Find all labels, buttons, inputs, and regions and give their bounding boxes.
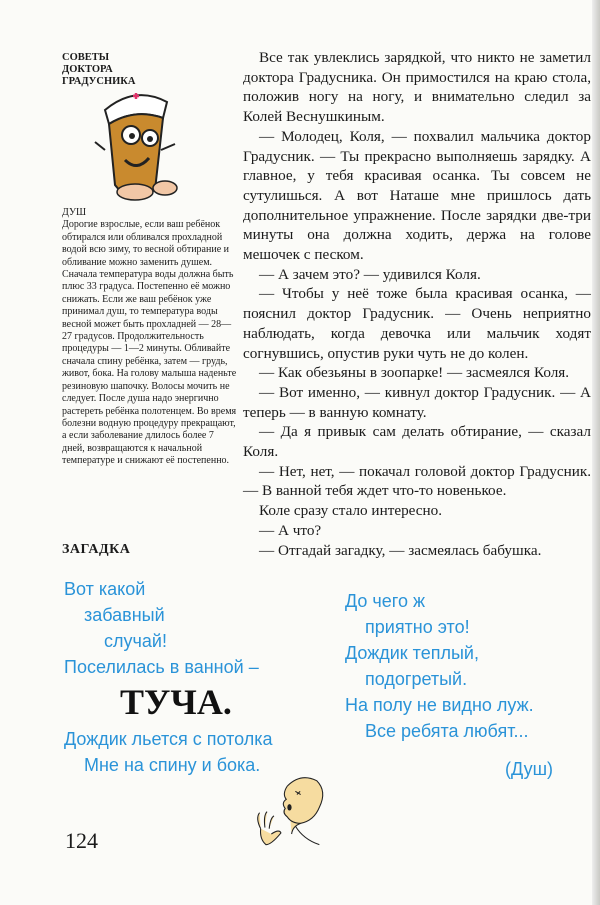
- riddle-line: подогретый.: [365, 669, 468, 689]
- sidebar-body: Дорогие взрослые, если ваш ребёнок обтирался или обливался прохладной водой всю зиму, то весной обтирание и обливание можно заменить душем. Сначала температура воды должна быть плюс 33 градуса. Постепенно её можно снижать. Если же ваш ребёнок уже принимал душ, то температура воды весной может быть прохладней — 28—27 градусов. Продолжительность процедуры — 1—2 минуты. Обливайте сначала спину ребёнка, затем — грудь, живот, бока. На голову малыша наденьте резиновую шапочку. Волосы мочить не следует. После душа надо энергично растереть ребёнка полотенцем. Во время болезни водную процедуру прекращают, а если заболевание длилось более 7 дней, возвращаются к начальной температуре и снижают её постепенно.: [62, 219, 237, 467]
- paragraph: — Да я привык сам делать обтирание, — сказал Коля.: [243, 423, 591, 461]
- sidebar-title-line: ГРАДУСНИКА: [62, 76, 136, 87]
- paragraph: Коле сразу стало интересно.: [259, 502, 443, 520]
- story-text: [243, 48, 591, 560]
- riddle-line: Поселилась в ванной –: [64, 657, 259, 677]
- paragraph: — Вот именно, — кивнул доктор Градусник. — А теперь — в ванную комнату.: [243, 383, 591, 421]
- sidebar-advice: [62, 207, 237, 468]
- riddle-line: Мне на спину и бока.: [84, 755, 261, 775]
- riddle-line: Вот какой: [64, 579, 146, 599]
- surprised-face-illustration: [250, 770, 330, 850]
- paragraph: — Как обезьяны в зоопарке! — засмеялся Коля.: [259, 364, 570, 382]
- paragraph: — Нет, нет, — покачал головой доктор Градусник. — В ванной тебя ждет что-то новенькое.: [243, 462, 591, 500]
- page-edge: [592, 0, 600, 905]
- paragraph: — А что?: [259, 521, 322, 539]
- paragraph: — А зачем это? — удивился Коля.: [259, 265, 481, 283]
- sidebar-title-line: СОВЕТЫ: [62, 52, 110, 63]
- riddle-title: ЗАГАДКА: [62, 542, 131, 557]
- page-number: 124: [65, 828, 98, 853]
- riddle-line: приятно это!: [365, 617, 470, 637]
- riddle-line: Дождик льется с потолка: [64, 729, 273, 749]
- riddle-line: случай!: [104, 631, 167, 651]
- riddle-line: До чего ж: [345, 591, 426, 611]
- doctor-thermometer-illustration: [75, 80, 195, 205]
- paragraph: — Молодец, Коля, — похвалил мальчика доктор Градусник. — Ты прекрасно выполняешь зарядку. А главное, у тебя красивая осанка. Ты совсем не сутулишься. А вот Наташе мне пришлось дать дополнительное упражнение. После зарядки две-три минуты она должна ходить, держа на голове мешочек с песком.: [243, 127, 591, 264]
- sidebar-title-line: ДОКТОРА: [62, 64, 113, 75]
- sidebar-section-heading: ДУШ: [62, 207, 87, 218]
- riddle-line: На полу не видно луж.: [345, 695, 534, 715]
- riddle-line: Дождик теплый,: [345, 643, 479, 663]
- riddle-line: Все ребята любят...: [365, 721, 529, 741]
- paragraph: Все так увлеклись зарядкой, что никто не заметил доктора Градусника. Он примостился на краю стола, положив ногу на ногу, и внимательно следил за Колей Веснушкиным.: [243, 49, 591, 126]
- paragraph: — Отгадай загадку, — засмеялась бабушка.: [259, 541, 542, 559]
- riddle-highlight-word: ТУЧА.: [120, 682, 232, 722]
- riddle-line: забавный: [84, 605, 165, 625]
- riddle-answer: (Душ): [505, 759, 554, 779]
- paragraph: — Чтобы у неё тоже была красивая осанка, — пояснил доктор Градусник. — Очень неприятно наблюдать, когда девочка или мальчик ходят согнувшись, опустив руки чуть не до колен.: [243, 285, 591, 362]
